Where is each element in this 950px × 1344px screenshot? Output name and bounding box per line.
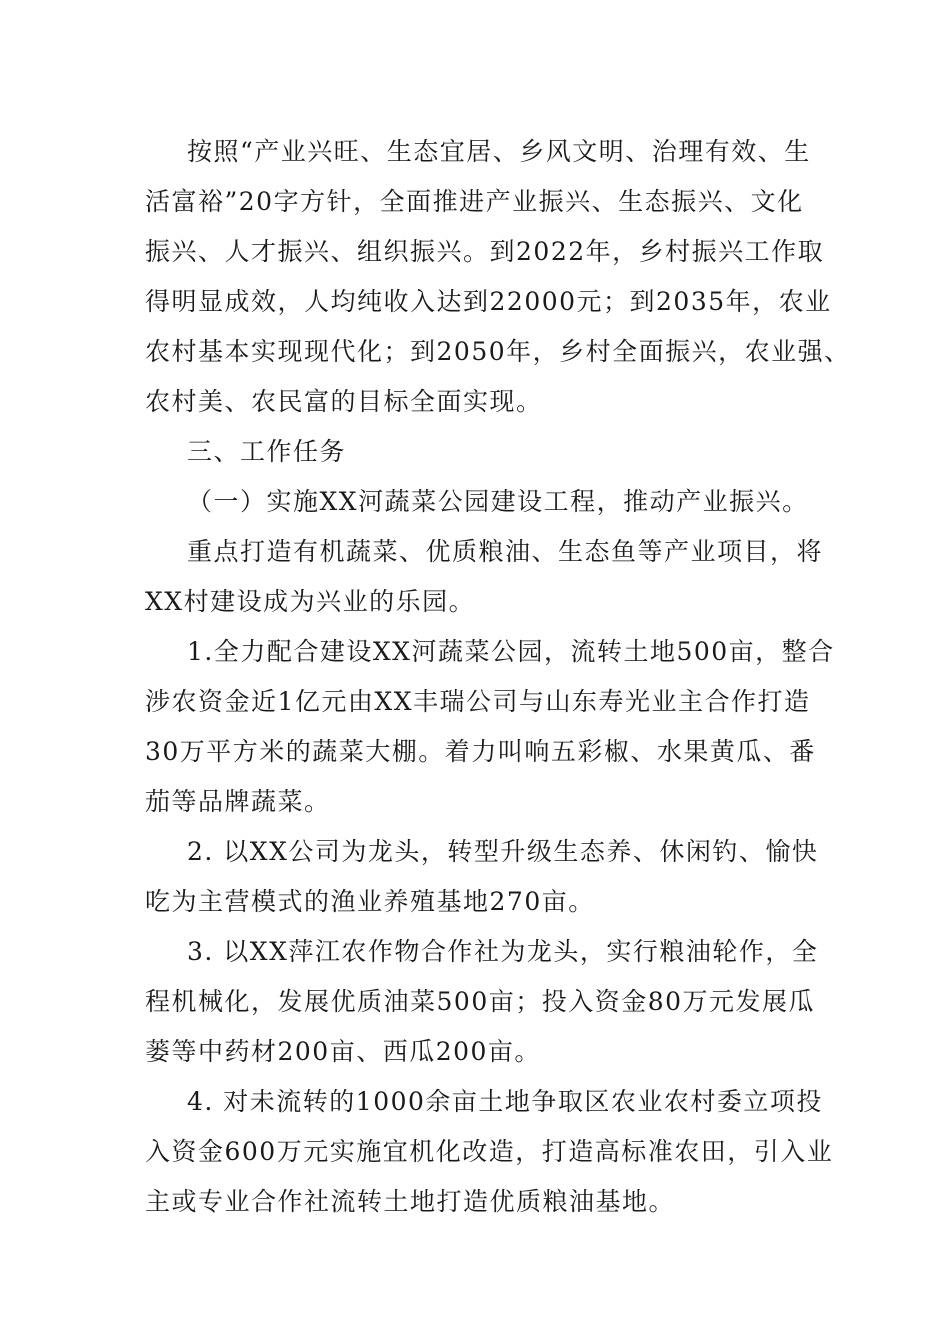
text-line: 农村美、农民富的目标全面实现。 <box>145 387 543 416</box>
text-line: 涉农资金近1亿元由XX丰瑞公司与山东寿光业主合作打造 <box>145 687 811 716</box>
list-item-4: 4. 对未流转的1000余亩土地争取区农业农村委立项投 <box>187 1087 823 1116</box>
text-line: 吃为主营模式的渔业养殖基地270亩。 <box>145 887 595 916</box>
section-heading: 三、工作任务 <box>187 437 347 466</box>
subsection-heading: （一）实施XX河蔬菜公园建设工程，推动产业振兴。 <box>187 487 809 516</box>
text-line: 按照“产业兴旺、生态宜居、乡风文明、治理有效、生 <box>187 137 811 166</box>
text-line: 活富裕”20字方针，全面推进产业振兴、生态振兴、文化 <box>145 187 804 216</box>
text-line: 30万平方米的蔬菜大棚。着力叫响五彩椒、水果黄瓜、番 <box>145 737 816 766</box>
list-item-2: 2. 以XX公司为龙头，转型升级生态养、休闲钓、愉快 <box>187 837 819 866</box>
text-line: 茄等品牌蔬菜。 <box>145 787 331 816</box>
text-line: 得明显成效，人均纯收入达到22000元；到2035年，农业 <box>145 287 832 316</box>
text-line: 程机械化，发展优质油菜500亩；投入资金80万元发展瓜 <box>145 987 816 1016</box>
text-line: 入资金600万元实施宜机化改造，打造高标准农田，引入业 <box>145 1137 834 1166</box>
text-line: 重点打造有机蔬菜、优质粮油、生态鱼等产业项目，将 <box>187 537 824 566</box>
text-line: 主或专业合作社流转土地打造优质粮油基地。 <box>145 1187 676 1216</box>
text-line: 振兴、人才振兴、组织振兴。到2022年，乡村振兴工作取 <box>145 237 825 266</box>
text-line: 农村基本实现现代化；到2050年，乡村全面振兴，农业强、 <box>145 337 851 366</box>
text-line: 蒌等中药材200亩、西瓜200亩。 <box>145 1037 541 1066</box>
list-item-1: 1.全力配合建设XX河蔬菜公园，流转土地500亩，整合 <box>187 637 835 666</box>
text-line: XX村建设成为兴业的乐园。 <box>145 587 476 616</box>
list-item-3: 3. 以XX萍江农作物合作社为龙头，实行粮油轮作，全 <box>187 937 819 966</box>
